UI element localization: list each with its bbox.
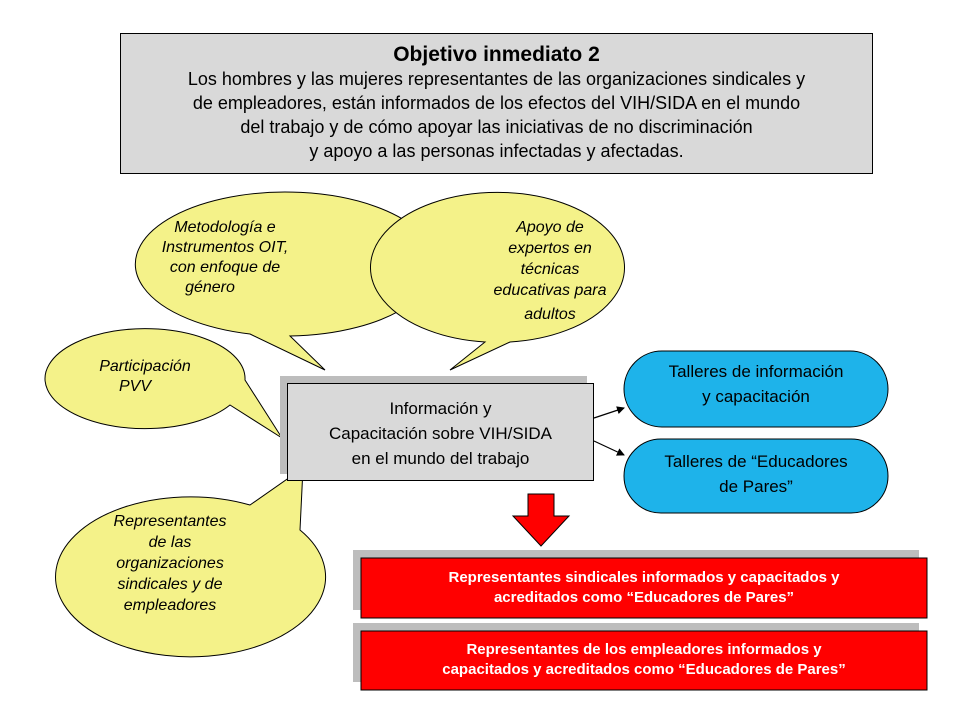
objective-line: del trabajo y de cómo apoyar las iniciativas de no discriminación — [240, 117, 753, 137]
objective-box — [120, 33, 873, 174]
arrow-to-informacion — [594, 408, 624, 418]
result-sindicales-text: Representantes sindicales informados y capacitados y acreditados como “Educadores de Pares” — [448, 569, 840, 606]
central-box — [287, 383, 594, 481]
result-empleadores-text: Representantes de los empleadores informados y capacitados y acreditados como “Educadores de Pares” — [442, 641, 846, 678]
bubble-metodologia-text: Metodología e Instrumentos OIT, con enfoque de género — [161, 219, 289, 296]
objective-title: Objetivo inmediato 2 — [393, 43, 600, 66]
bubble-representantes-text: Representantes de las organizaciones sindicales y de empleadores — [113, 513, 227, 614]
objective-line: y apoyo a las personas infectadas y afectadas. — [309, 141, 684, 161]
central-line: Capacitación sobre VIH/SIDA — [329, 424, 552, 443]
objective-line: de empleadores, están informados de los efectos del VIH/SIDA en el mundo — [192, 93, 801, 113]
objective-line: Los hombres y las mujeres representantes de las organizaciones sindicales y — [187, 69, 806, 89]
bubble-participacion-text: Participación PVV — [99, 358, 191, 395]
bubble-apoyo-text: Apoyo de expertos en técnicas educativas para adultos — [493, 219, 607, 323]
arrow-to-educadores — [594, 441, 624, 455]
pill-educadores-text: Talleres de “Educadores de Pares” — [664, 452, 848, 496]
pill-informacion-text: Talleres de información y capacitación — [668, 362, 844, 406]
central-line: en el mundo del trabajo — [351, 449, 530, 468]
down-arrow-icon — [513, 494, 569, 546]
central-line: Información y — [389, 399, 492, 418]
